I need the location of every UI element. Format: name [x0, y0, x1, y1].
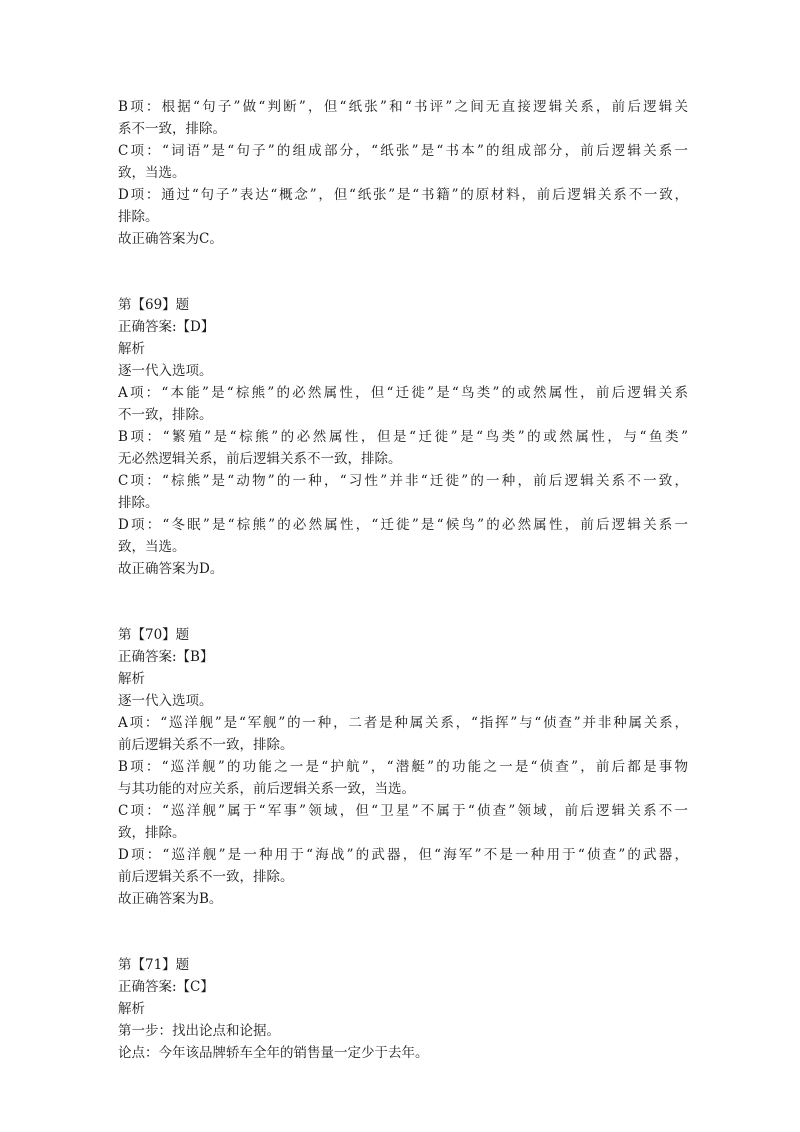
option-d-line-2: 前后逻辑关系不一致，排除。: [118, 869, 294, 885]
option-a-line-2: 前后逻辑关系不一致，排除。: [118, 737, 294, 753]
answer-section-70: [118, 624, 688, 910]
option-d-line-2: 致，当选。: [118, 539, 186, 555]
answer-section-69: [118, 294, 688, 580]
option-c-line-2: 排除。: [118, 495, 159, 511]
option-c-line-2: 致，排除。: [118, 825, 186, 841]
option-d-line-1: D项：“巡洋舰”是一种用于“海战”的武器，但“海军”不是一种用于“侦查”的武器，: [118, 847, 688, 863]
analysis-heading: 解析: [118, 1001, 145, 1017]
option-b-line-1: B项：根据“句子”做“判断”，但“纸张”和“书评”之间无直接逻辑关系，前后逻辑关: [118, 99, 688, 115]
question-number: 第【71】题: [118, 957, 190, 973]
argument-claim: 论点：今年该品牌轿车全年的销售量一定少于去年。: [118, 1045, 429, 1061]
correct-answer: 正确答案:【C】: [118, 979, 214, 995]
analysis-heading: 解析: [118, 341, 145, 357]
option-b-line-2: 无必然逻辑关系，前后逻辑关系不一致，排除。: [118, 451, 402, 467]
option-c-line-1: C项：“棕熊”是“动物”的一种，“习性”并非“迁徙”的一种，前后逻辑关系不一致，: [118, 473, 688, 489]
analysis-heading: 解析: [118, 671, 145, 687]
option-a-line-1: A项：“本能”是“棕熊”的必然属性，但“迁徙”是“鸟类”的或然属性，前后逻辑关系: [118, 385, 688, 401]
option-b-line-2: 与其功能的对应关系，前后逻辑关系一致，当选。: [118, 781, 415, 797]
option-c-line-2: 致，当选。: [118, 165, 186, 181]
conclusion-line: 故正确答案为C。: [118, 231, 223, 247]
conclusion-line: 故正确答案为D。: [118, 561, 224, 577]
question-number: 第【69】题: [118, 297, 190, 313]
option-d-line-1: D项：“冬眠”是“棕熊”的必然属性，“迁徙”是“候鸟”的必然属性，前后逻辑关系一: [118, 517, 688, 533]
option-b-line-1: B项：“繁殖”是“棕熊”的必然属性，但是“迁徙”是“鸟类”的或然属性，与“鱼类”: [118, 429, 688, 445]
conclusion-line: 故正确答案为B。: [118, 891, 223, 907]
option-a-line-1: A项：“巡洋舰”是“军舰”的一种，二者是种属关系，“指挥”与“侦查”并非种属关系，: [118, 715, 688, 731]
option-d-line-2: 排除。: [118, 209, 159, 225]
document-body: [118, 96, 688, 1064]
answer-section-68-continued: [118, 96, 688, 250]
correct-answer: 正确答案:【B】: [118, 649, 214, 665]
analysis-intro: 逐一代入选项。: [118, 693, 213, 709]
option-d-line-1: D项：通过“句子”表达“概念”，但“纸张”是“书籍”的原材料，前后逻辑关系不一致，: [118, 187, 688, 203]
question-number: 第【70】题: [118, 627, 190, 643]
analysis-intro: 逐一代入选项。: [118, 363, 213, 379]
option-a-line-2: 不一致，排除。: [118, 407, 213, 423]
answer-section-71: [118, 954, 688, 1064]
option-c-line-1: C项：“巡洋舰”属于“军事”领域，但“卫星”不属于“侦查”领域，前后逻辑关系不一: [118, 803, 688, 819]
analysis-step: 第一步：找出论点和论据。: [118, 1023, 280, 1039]
option-b-line-1: B项：“巡洋舰”的功能之一是“护航”，“潜艇”的功能之一是“侦查”，前后都是事物: [118, 759, 688, 775]
option-c-line-1: C项：“词语”是“句子”的组成部分，“纸张”是“书本”的组成部分，前后逻辑关系一: [118, 143, 688, 159]
option-b-line-2: 系不一致，排除。: [118, 121, 226, 137]
correct-answer: 正确答案:【D】: [118, 319, 215, 335]
